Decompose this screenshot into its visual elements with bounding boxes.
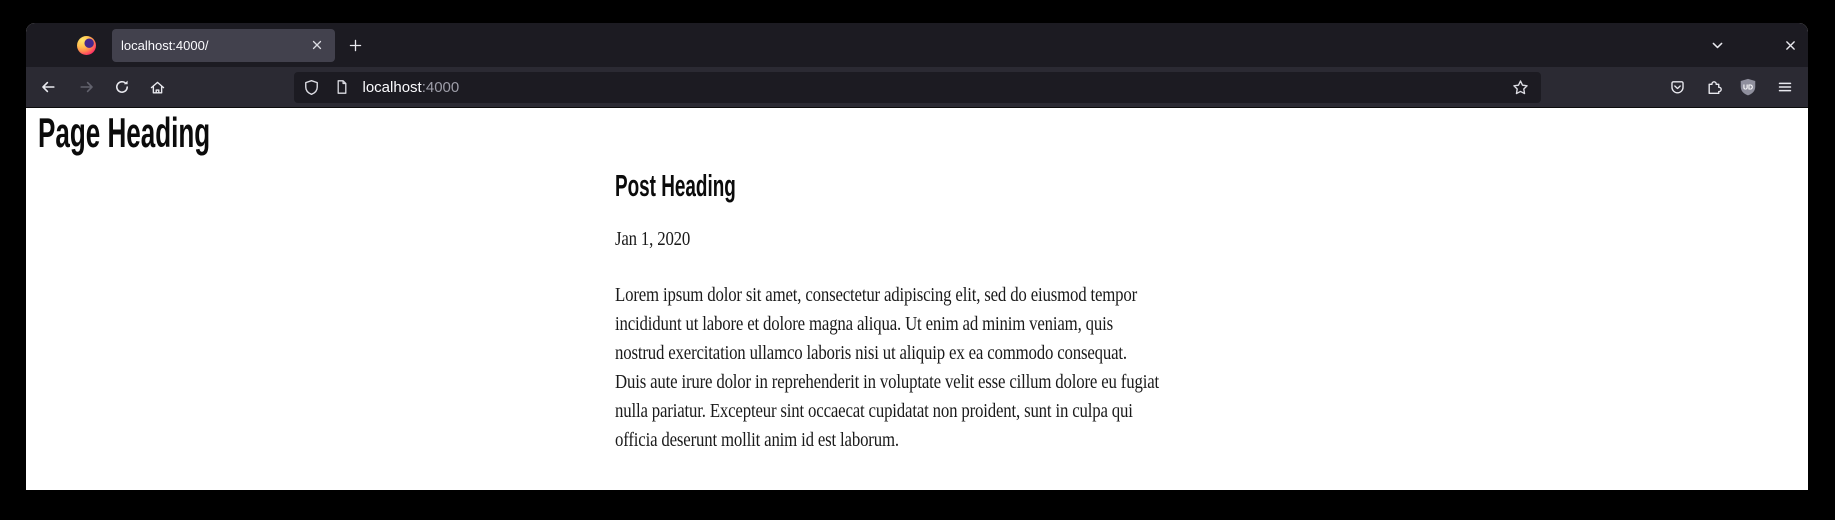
reload-button[interactable]	[107, 72, 137, 102]
page-icon	[334, 79, 350, 95]
puzzle-piece-icon	[1706, 79, 1723, 96]
list-tabs-button[interactable]	[1705, 33, 1729, 57]
site-info-button[interactable]	[329, 74, 355, 100]
reload-icon	[114, 79, 130, 95]
url-text[interactable]	[363, 79, 460, 96]
home-button[interactable]	[142, 72, 172, 102]
menu-button[interactable]	[1770, 72, 1800, 102]
pocket-icon	[1669, 79, 1686, 96]
chevron-down-icon	[1710, 38, 1725, 53]
close-icon	[1784, 39, 1797, 52]
page-heading: Page Heading	[38, 109, 211, 156]
url-bar[interactable]	[294, 72, 1541, 103]
extensions-button[interactable]	[1699, 72, 1729, 102]
post-date: Jan 1, 2020	[615, 228, 691, 250]
tab-close-icon[interactable]	[308, 36, 326, 54]
badge-text: UD	[1742, 84, 1754, 92]
url-host: localhost	[362, 78, 422, 96]
url-port: :4000	[421, 78, 460, 96]
tab-bar	[26, 23, 1808, 67]
firefox-icon	[77, 36, 96, 55]
ublock-badge-button[interactable]	[1733, 72, 1763, 102]
extension-shield-badge-icon	[1738, 77, 1758, 97]
forward-arrow-icon	[79, 79, 95, 95]
browser-tab[interactable]	[112, 29, 335, 62]
post-body-line: nulla pariatur. Excepteur sint occaecat cupidatat non proident, sunt in culpa qui	[615, 400, 1133, 422]
back-arrow-icon	[40, 79, 56, 95]
post-body-line: officia deserunt mollit anim id est laborum.	[615, 429, 899, 451]
tracking-protection-button[interactable]	[299, 74, 325, 100]
post-body-line: incididunt ut labore et dolore magna aliqua. Ut enim ad minim veniam, quis	[615, 313, 1113, 335]
post-body	[615, 281, 1169, 455]
bookmark-star-button[interactable]	[1508, 74, 1534, 100]
navigation-toolbar	[26, 67, 1808, 108]
close-window-button[interactable]	[1778, 33, 1802, 57]
post-body-line: nostrud exercitation ullamco laboris nisi ut aliquip ex ea commodo consequat.	[615, 342, 1127, 364]
tab-title: localhost:4000/	[121, 37, 209, 53]
browser-window	[26, 23, 1808, 490]
home-icon	[149, 79, 166, 96]
new-tab-button[interactable]	[343, 33, 367, 57]
forward-button[interactable]	[72, 72, 102, 102]
back-button[interactable]	[33, 72, 63, 102]
post-article	[615, 168, 1275, 455]
pocket-button[interactable]	[1662, 72, 1692, 102]
post-body-line: Duis aute irure dolor in reprehenderit in voluptate velit esse cillum dolore eu fugiat	[615, 371, 1159, 393]
star-icon	[1512, 79, 1529, 96]
hamburger-icon	[1777, 79, 1793, 95]
page-content	[26, 108, 1808, 490]
shield-icon	[303, 79, 320, 96]
post-body-line: Lorem ipsum dolor sit amet, consectetur adipiscing elit, sed do eiusmod tempor	[615, 284, 1138, 306]
post-heading: Post Heading	[615, 168, 736, 203]
